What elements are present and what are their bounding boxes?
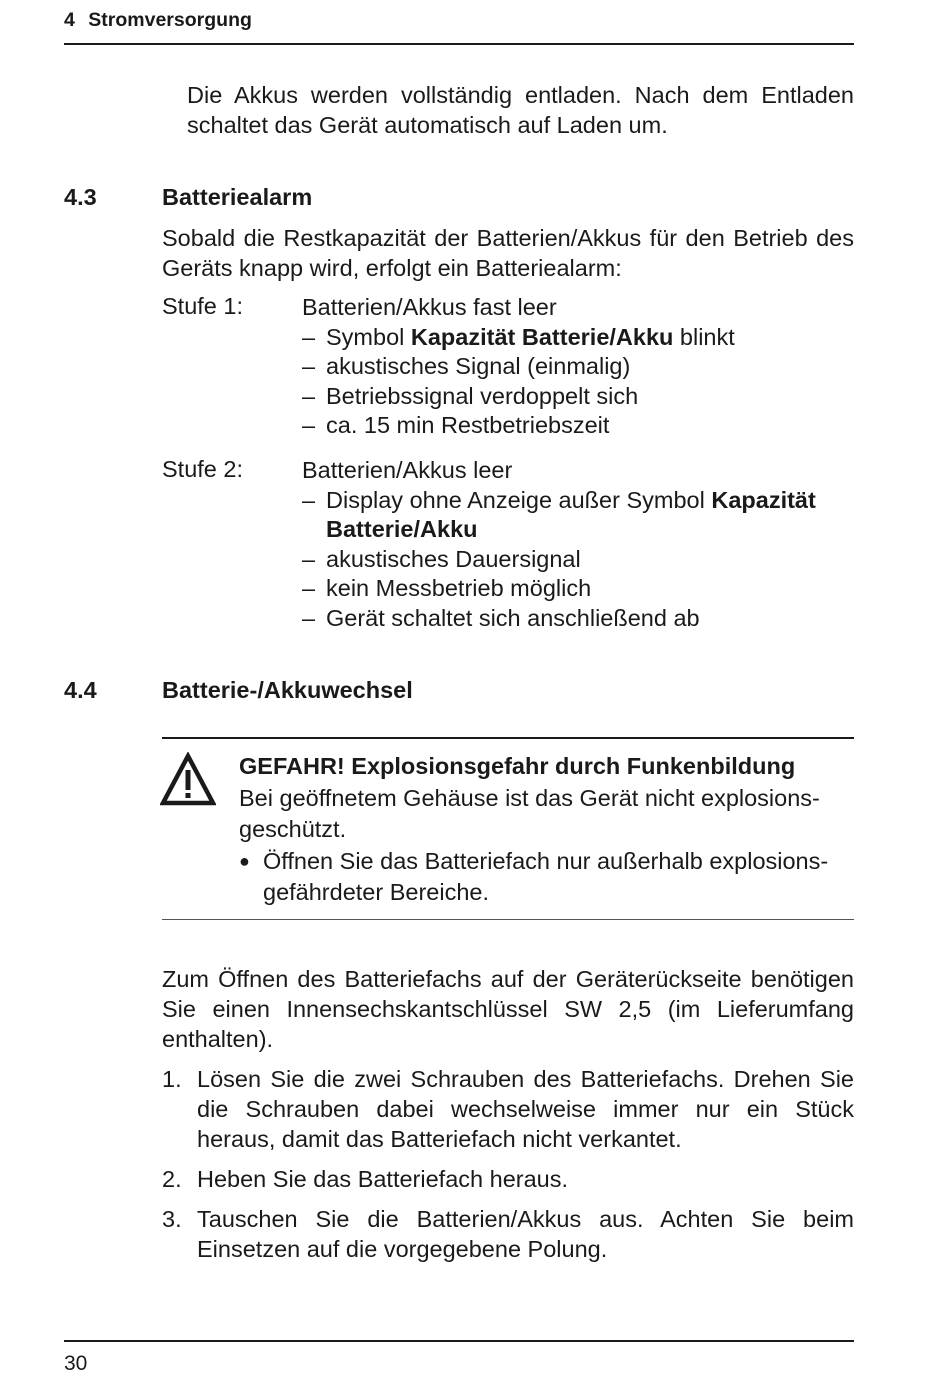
battery-compartment-paragraph: Zum Öffnen des Batteriefachs auf der Geräterückseite benötigen Sie einen Innensechskantschlüssel SW 2,5 (im Lieferumfang enthalten). xyxy=(162,966,854,1052)
warning-top-rule xyxy=(162,737,854,739)
warning-instruction xyxy=(239,846,854,909)
dash-bullet: – xyxy=(302,486,316,513)
dash-bullet: – xyxy=(302,353,316,379)
warning-text: Bei geöffnetem Gehäuse ist das Gerät nicht explosions-geschützt. xyxy=(239,784,820,842)
bullet-dot-icon: ● xyxy=(239,850,250,871)
list-item: – Symbol Kapazität Batterie/Akku blinkt xyxy=(302,323,854,353)
step-number: 2. xyxy=(162,1166,182,1192)
step-text: Lösen Sie die zwei Schrauben des Batteriefachs. Drehen Sie die Schrauben dabei wechselweise immer nur ein Stück heraus, damit das Batteriefach nicht verkantet. xyxy=(197,1066,854,1152)
dash-bullet: – xyxy=(302,575,316,601)
footer-rule xyxy=(64,1340,854,1342)
section-title-akkuwechsel: Batterie-/Akkuwechsel xyxy=(162,677,413,703)
list-item: – akustisches Dauersignal xyxy=(302,545,854,575)
chapter-number: 4 xyxy=(64,9,75,31)
dash-bullet: – xyxy=(302,382,316,409)
section-number-4-3: 4.3 xyxy=(64,184,97,210)
intro-paragraph: Die Akkus werden vollständig entladen. Nach dem Entladen schaltet das Gerät automatisch auf Laden um. xyxy=(187,82,854,138)
warning-instruction-text: Öffnen Sie das Batteriefach nur außerhalb explosions-gefährdeter Bereiche. xyxy=(263,847,829,905)
dash-bullet: – xyxy=(302,412,316,438)
stufe-2-list xyxy=(302,486,854,634)
step-number: 1. xyxy=(162,1066,182,1092)
page-number: 30 xyxy=(64,1352,88,1375)
step-number: 3. xyxy=(162,1206,182,1232)
stufe-2-lead: Batterien/Akkus leer xyxy=(302,457,513,483)
batteriealarm-paragraph: Sobald die Restkapazität der Batterien/Akkus für den Betrieb des Geräts knapp wird, erfolgt ein Batteriealarm: xyxy=(162,225,854,281)
section-number-4-4: 4.4 xyxy=(64,677,97,703)
stufe-1-lead: Batterien/Akkus fast leer xyxy=(302,294,557,320)
warning-box xyxy=(239,751,854,909)
list-item: – Betriebssignal verdoppelt sich xyxy=(302,382,854,412)
header-rule xyxy=(64,43,854,45)
steps-list xyxy=(162,1064,854,1274)
warning-triangle-icon xyxy=(160,752,216,806)
dash-bullet: – xyxy=(302,545,316,572)
chapter-title: Stromversorgung xyxy=(88,9,252,31)
step-item xyxy=(162,1164,854,1194)
stufe-2-label: Stufe 2: xyxy=(162,456,243,482)
list-item: – Display ohne Anzeige außer Symbol Kapazität Batterie/Akku xyxy=(302,486,816,542)
step-item xyxy=(162,1064,854,1154)
section-title-batteriealarm: Batteriealarm xyxy=(162,184,313,210)
stufe-1-label: Stufe 1: xyxy=(162,293,243,319)
warning-title: GEFAHR! Explosionsgefahr durch Funkenbildung xyxy=(239,753,796,779)
dash-bullet: – xyxy=(302,604,316,631)
list-item: – akustisches Signal (einmalig) xyxy=(302,352,854,382)
dash-bullet: – xyxy=(302,323,316,350)
stufe-1-details xyxy=(302,293,854,441)
stufe-1-list xyxy=(302,323,854,441)
step-text: Heben Sie das Batteriefach heraus. xyxy=(197,1166,569,1192)
step-text: Tauschen Sie die Batterien/Akkus aus. Achten Sie beim Einsetzen auf die vorgegebene Polung. xyxy=(197,1206,854,1262)
list-item: – kein Messbetrieb möglich xyxy=(302,574,854,604)
running-header xyxy=(64,9,854,32)
list-item: – ca. 15 min Restbetriebszeit xyxy=(302,411,854,441)
step-item xyxy=(162,1204,854,1264)
warning-bottom-rule xyxy=(162,919,854,920)
stufe-2-details xyxy=(302,456,854,633)
list-item: – Gerät schaltet sich anschließend ab xyxy=(302,604,854,634)
